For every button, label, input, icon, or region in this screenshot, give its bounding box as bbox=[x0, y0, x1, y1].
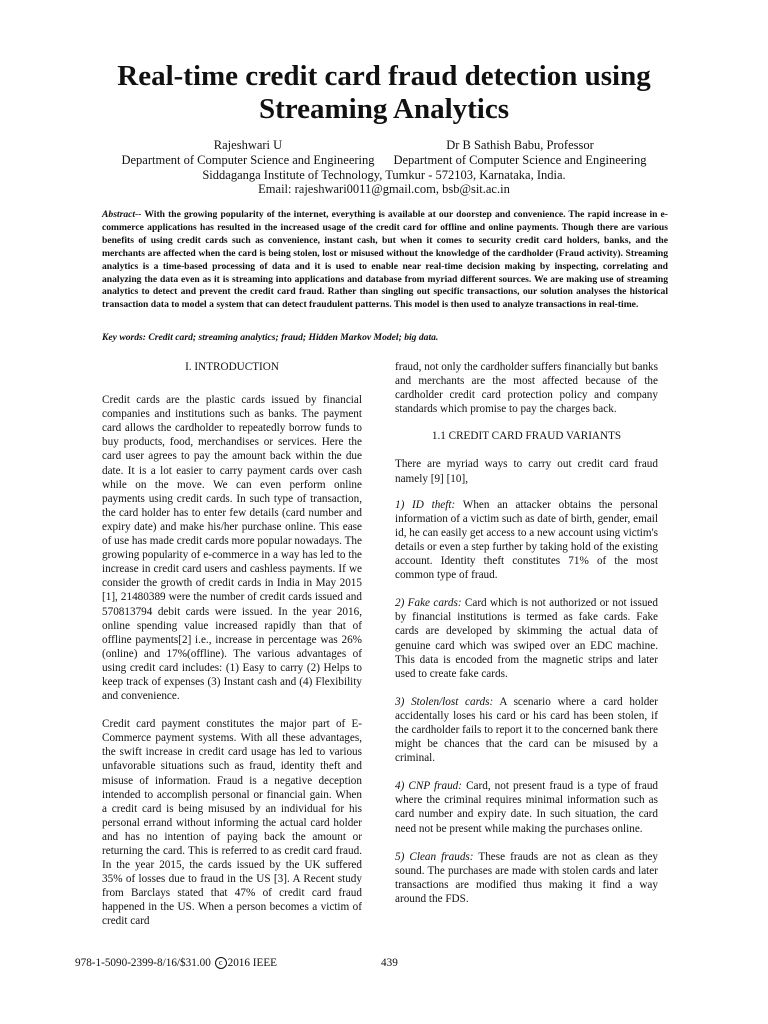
intro-paragraph-continued: fraud, not only the cardholder suffers financially but banks and merchants are the most affected because of the cardholder credit card protection policy and company standards which promise to pay the charges back. bbox=[395, 361, 658, 416]
abstract bbox=[102, 209, 668, 312]
fraud-item-text: Card, not present fraud is a type of fraud where the criminal requires minimal information such as card number and expiry date. In such situation, the card need not be present while making the purchases online. bbox=[395, 780, 659, 835]
author-2 bbox=[390, 138, 650, 153]
paper-title bbox=[60, 60, 708, 126]
fraud-item-clean bbox=[395, 850, 658, 906]
footer-isbn bbox=[75, 957, 277, 969]
author-1-name: Rajeshwari U bbox=[213, 138, 283, 152]
fraud-variants-heading: 1.1 CREDIT CARD FRAUD VARIANTS bbox=[431, 430, 622, 443]
page-number: 439 bbox=[381, 957, 398, 969]
fraud-item-stolen-lost bbox=[395, 695, 658, 765]
affiliation: Siddaganga Institute of Technology, Tumkur - 572103, Karnataka, India. bbox=[202, 168, 566, 182]
copyright-symbol: c bbox=[215, 957, 227, 969]
abstract-label: Abstract-- bbox=[102, 209, 142, 220]
fraud-item-label: 4) CNP fraud: bbox=[395, 780, 462, 793]
title-line-1: Real-time credit card fraud detection using bbox=[117, 60, 651, 92]
fraud-item-text: Card which is not authorized or not issued by financial institutions is termed as fake cards. Fake cards are developed by skimming the actual data of genuine card which was swiped over an EDC machine. This data is encoded from the magnetic strips and later used to create fake cards. bbox=[395, 597, 658, 680]
intro-paragraph-2: Credit card payment constitutes the major part of E-Commerce payment systems. With all these advantages, the swift increase in credit card usage has led to various unfavorable situations such as fraud, identity theft and misuse of information. Fraud is a negative deception intended to accomplish personal or financial gain. When a credit card is being misused by an individual for his personal errand without informing the actual card holder and has no intention of paying back the amount or returning the card. This is referred to as credit card fraud. In the year 2015, the cards issued by the UK suffered 35% of losses due to fraud in the US [3]. A Recent study from Barclays stated that 47% of credit card fraud happened in the US. When a person becomes a victim of credit card bbox=[102, 718, 362, 928]
author-1-dept: Department of Computer Science and Engineering bbox=[121, 153, 375, 167]
right-column bbox=[395, 360, 658, 906]
copyright-year: 2016 IEEE bbox=[227, 957, 277, 969]
keywords: Key words: Credit card; streaming analytics; fraud; Hidden Markov Model; big data. bbox=[102, 332, 439, 343]
fraud-item-label: 1) ID theft: bbox=[395, 498, 456, 511]
abstract-text: With the growing popularity of the internet, everything is available at our doorstep and convenience. The rapid increase in e-commerce applications has resulted in the increased usage of the credit card for offline and online payments. Though there are various benefits of using credit cards such as convenience, instant cash, but when it comes to security credit card holders, banks, and the merchants are affected when the card is being stolen, lost or misused without the knowledge of the cardholder (Fraud activity). Streaming analytics is a time-based processing of data and it is used to enable near real-time decision making by inspecting, correlating and analyzing the data even as it is streaming into applications and database from myriad different sources. We are making use of streaming analytics to detect and prevent the credit card fraud. Rather than singling out specific transactions, our solution analyses the historical transaction data to model a system that can detect fraudulent patterns. This model is then used to analyze transactions in real-time. bbox=[102, 209, 668, 311]
author-2-dept-block bbox=[390, 153, 650, 168]
title-line-2: Streaming Analytics bbox=[259, 93, 509, 125]
intro-paragraph-1: Credit cards are the plastic cards issued by financial companies and institutions such as banks. The payment card allows the cardholder to repeatedly borrow funds to buy products, food, merchandises or services. Here the card user agrees to pay the amount back within the due date. It is a lot easier to carry payment cards over cash while on the move. We can even perform online payments using credit cards. In such type of transaction, the card holder has to enter few details (card number and expiry date) and make his/her purchase online. This ease of use has made credit cards more popular nowadays. The growing popularity of e-commerce in a way has led to the increase in credit card users and cashless payments. If we consider the growth of credit cards in India in May 2015 [1], 21480389 were the number of credit cards issued and 570813794 debit cards were issued. In the year 2016, online spending value increased rapidly than that of offline payments[2] i.e., increase in percentage was 26%(online) and 17%(offline). The various advantages of using credit card includes: (1) Easy to carry (2) Helps to keep track of expenses (3) Instant cash and (4) Flexibility and convenience. bbox=[102, 394, 362, 703]
fraud-item-text: When an attacker obtains the personal information of a victim such as date of birth, gender, email id, he can easily get access to a new account using victim's details or even a step further by taking hold of the existing account. Identity theft constitutes 71% of the most common type of fraud. bbox=[395, 498, 659, 582]
fraud-item-cnp bbox=[395, 779, 658, 835]
email: Email: rajeshwari0011@gmail.com, bsb@sit.ac.in bbox=[258, 182, 510, 196]
intro-heading: I. INTRODUCTION bbox=[185, 361, 279, 373]
author-1 bbox=[118, 138, 378, 153]
fraud-item-label: 3) Stolen/lost cards: bbox=[395, 695, 494, 708]
fraud-item-text: These frauds are not as clean as they sound. The purchases are made with stolen cards and later transactions are modified thus making it find a way around the FDS. bbox=[395, 850, 658, 905]
author-1-dept-block bbox=[118, 153, 378, 168]
fraud-item-text: A scenario where a card holder accidentally loses his card or his card has been stolen, if the cardholder fails to report it to the concerned bank there might be chances that the card can be misused by a criminal. bbox=[395, 695, 658, 765]
author-2-dept: Department of Computer Science and Engineering bbox=[393, 153, 647, 167]
fraud-item-fake-cards bbox=[395, 596, 658, 681]
isbn-text: 978-1-5090-2399-8/16/$31.00 bbox=[75, 957, 214, 969]
fraud-item-label: 5) Clean frauds: bbox=[395, 850, 474, 863]
fraud-item-id-theft bbox=[395, 498, 658, 583]
author-2-name: Dr B Sathish Babu, Professor bbox=[446, 138, 594, 152]
left-column bbox=[102, 360, 362, 929]
fraud-item-label: 2) Fake cards: bbox=[395, 597, 462, 610]
fraud-variants-intro: There are myriad ways to carry out credit card fraud namely [9] [10], bbox=[395, 458, 658, 485]
